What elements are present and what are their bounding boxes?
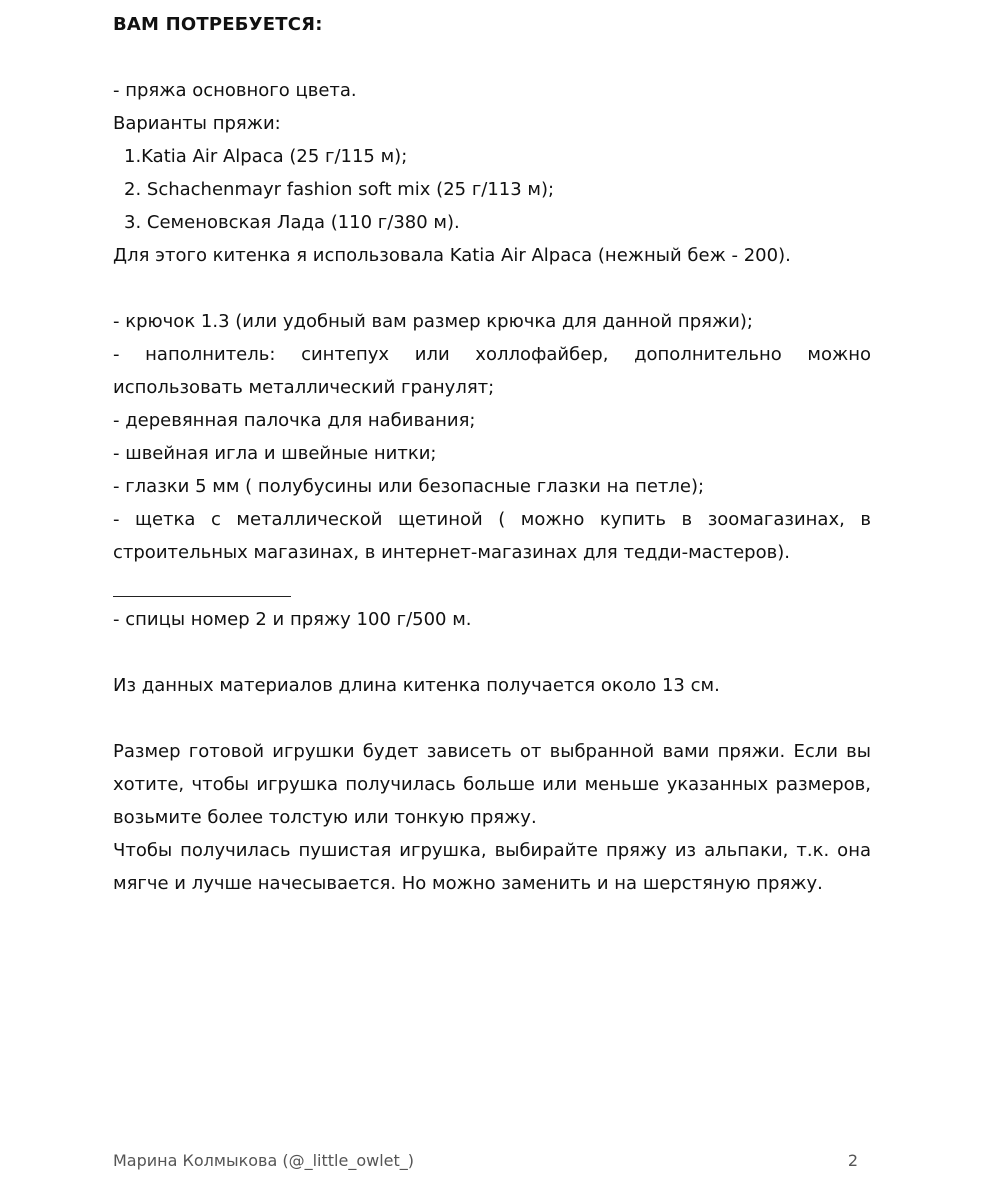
yarn-options-label: Варианты пряжи: (113, 113, 281, 134)
tool-hook: - крючок 1.3 (или удобный вам размер крючка для данной пряжи); (113, 311, 753, 332)
yarn-option-3: 3. Семеновская Лада (110 г/380 м). (124, 212, 460, 233)
yarn-used-note: Для этого китенка я использовала Katia Air Alpaca (нежный беж - 200). (113, 245, 791, 266)
spacer (113, 702, 871, 735)
spacer (113, 41, 871, 74)
knitting-alternative: - спицы номер 2 и пряжу 100 г/500 м. (113, 609, 472, 630)
section-heading: ВАМ ПОТРЕБУЕТСЯ: (113, 14, 323, 35)
page-content (113, 8, 871, 900)
spacer (113, 272, 871, 305)
spacer (113, 636, 871, 669)
tool-stick: - деревянная палочка для набивания; (113, 410, 476, 431)
tool-filler: - наполнитель: синтепух или холлофайбер, дополнительно можно использовать металлический гранулят; (113, 344, 871, 398)
fluffy-note: Чтобы получилась пушистая игрушка, выбирайте пряжу из альпаки, т.к. она мягче и лучше начесывается. Но можно заменить и на шерстяную пряжу. (113, 840, 871, 894)
tool-needle: - швейная игла и швейные нитки; (113, 443, 437, 464)
tool-brush: - щетка с металлической щетиной ( можно купить в зоомагазинах, в строительных магазинах, в интернет-магазинах для тедди-мастеров). (113, 509, 871, 563)
page-footer (113, 1151, 858, 1170)
separator-rule (113, 577, 291, 597)
page-number: 2 (847, 1151, 858, 1170)
yarn-main-item: - пряжа основного цвета. (113, 80, 357, 101)
footer-author: Марина Колмыкова (@_little_owlet_) (113, 1151, 415, 1170)
yarn-option-1: 1.Katia Air Alpaca (25 г/115 м); (124, 146, 408, 167)
size-note: Размер готовой игрушки будет зависеть от выбранной вами пряжи. Если вы хотите, чтобы игрушка получилась больше или меньше указанных размеров, возьмите более толстую или тонкую пряжу. (113, 741, 871, 828)
tool-eyes: - глазки 5 мм ( полубусины или безопасные глазки на петле); (113, 476, 705, 497)
yarn-option-2: 2. Schachenmayr fashion soft mix (25 г/113 м); (124, 179, 555, 200)
length-note: Из данных материалов длина китенка получается около 13 см. (113, 675, 720, 696)
